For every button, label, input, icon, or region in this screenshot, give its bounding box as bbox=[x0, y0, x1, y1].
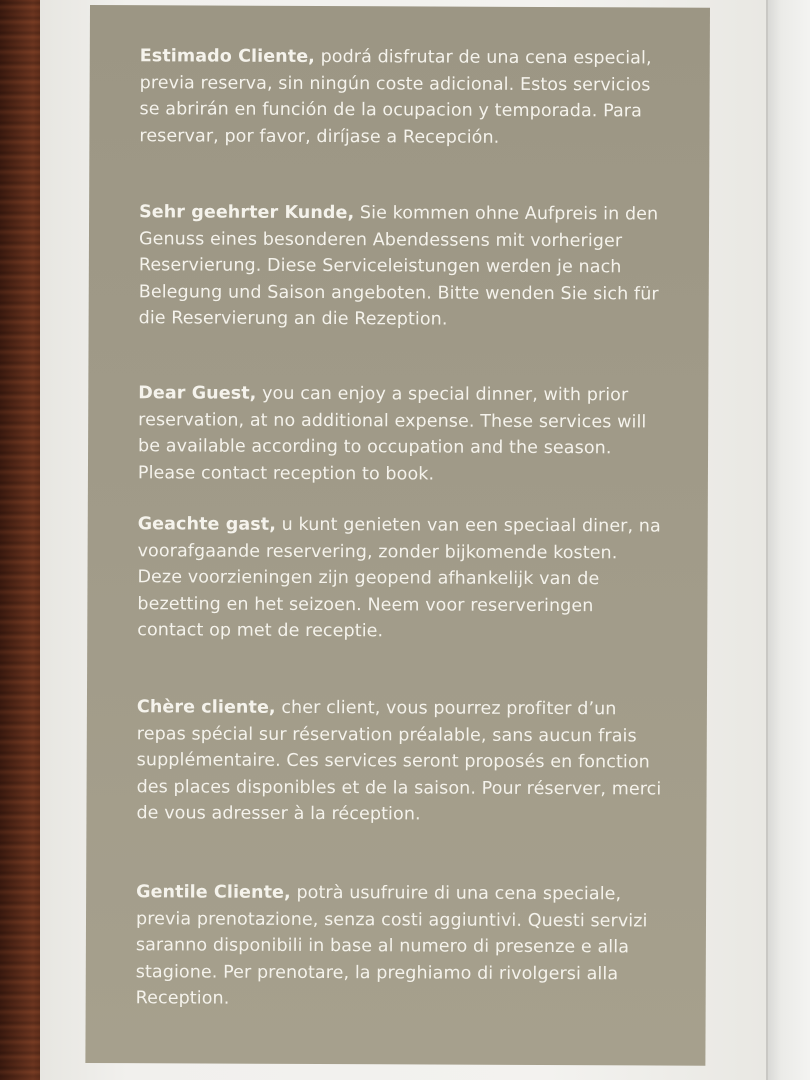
notice-paragraph-dutch bbox=[137, 511, 663, 646]
text-italian: potrà usufruire di una cena speciale, previa prenotazione, senza costi aggiuntivi. Questi servizi saranno disponibili in base al numero di presenze e alla stagione. Per prenotare, la preghiamo di rivolgersi alla Reception. bbox=[135, 882, 648, 1009]
notice-paragraph-spanish bbox=[139, 43, 664, 152]
greeting-english: Dear Guest, bbox=[138, 383, 257, 404]
notice-paragraph-german bbox=[139, 199, 665, 334]
card-edge-strip bbox=[766, 0, 810, 1080]
greeting-spanish: Estimado Cliente, bbox=[139, 46, 315, 67]
notice-panel bbox=[85, 5, 710, 1066]
greeting-french: Chère cliente, bbox=[136, 697, 276, 718]
notice-paragraph-english bbox=[138, 380, 663, 489]
greeting-dutch: Geachte gast, bbox=[137, 514, 277, 535]
text-french: cher client, vous pourrez profiter d’un repas spécial sur réservation préalable, sans aucun frais supplémentaire. Ces services seront proposés en fonction des places disponibles et de la saison. Pour réserver, merci de vous adresser à la réception. bbox=[136, 697, 662, 825]
text-english: you can enjoy a special dinner, with prior reservation, at no additional expense. These services will be available according to occupation and the season. Please contact reception to book. bbox=[137, 383, 647, 485]
notice-paragraph-italian bbox=[136, 879, 662, 1014]
text-dutch: u kunt genieten van een speciaal diner, na voorafgaande reservering, zonder bijkomende kosten. Deze voorzieningen zijn geopend afhankelijk van de bezetting en het seizoen. Neem voor reserveringen contact op met de receptie. bbox=[137, 514, 661, 642]
greeting-italian: Gentile Cliente, bbox=[136, 882, 291, 903]
notice-paragraph-french bbox=[136, 694, 662, 829]
text-spanish: podrá disfrutar de una cena especial, previa reserva, sin ningún coste adicional. Estos servicios se abrirán en función de la ocupacion y temporada. Para reservar, por favor, diríjase a Recepción. bbox=[139, 46, 652, 148]
text-german: Sie kommen ohne Aufpreis in den Genuss eines besonderen Abendessens mit vorheriger Reservierung. Diese Serviceleistungen werden je nach Belegung und Saison angeboten. Bitte wenden Sie sich für die Reservierung an die Rezeption. bbox=[138, 203, 659, 330]
greeting-german: Sehr geehrter Kunde, bbox=[139, 202, 355, 224]
